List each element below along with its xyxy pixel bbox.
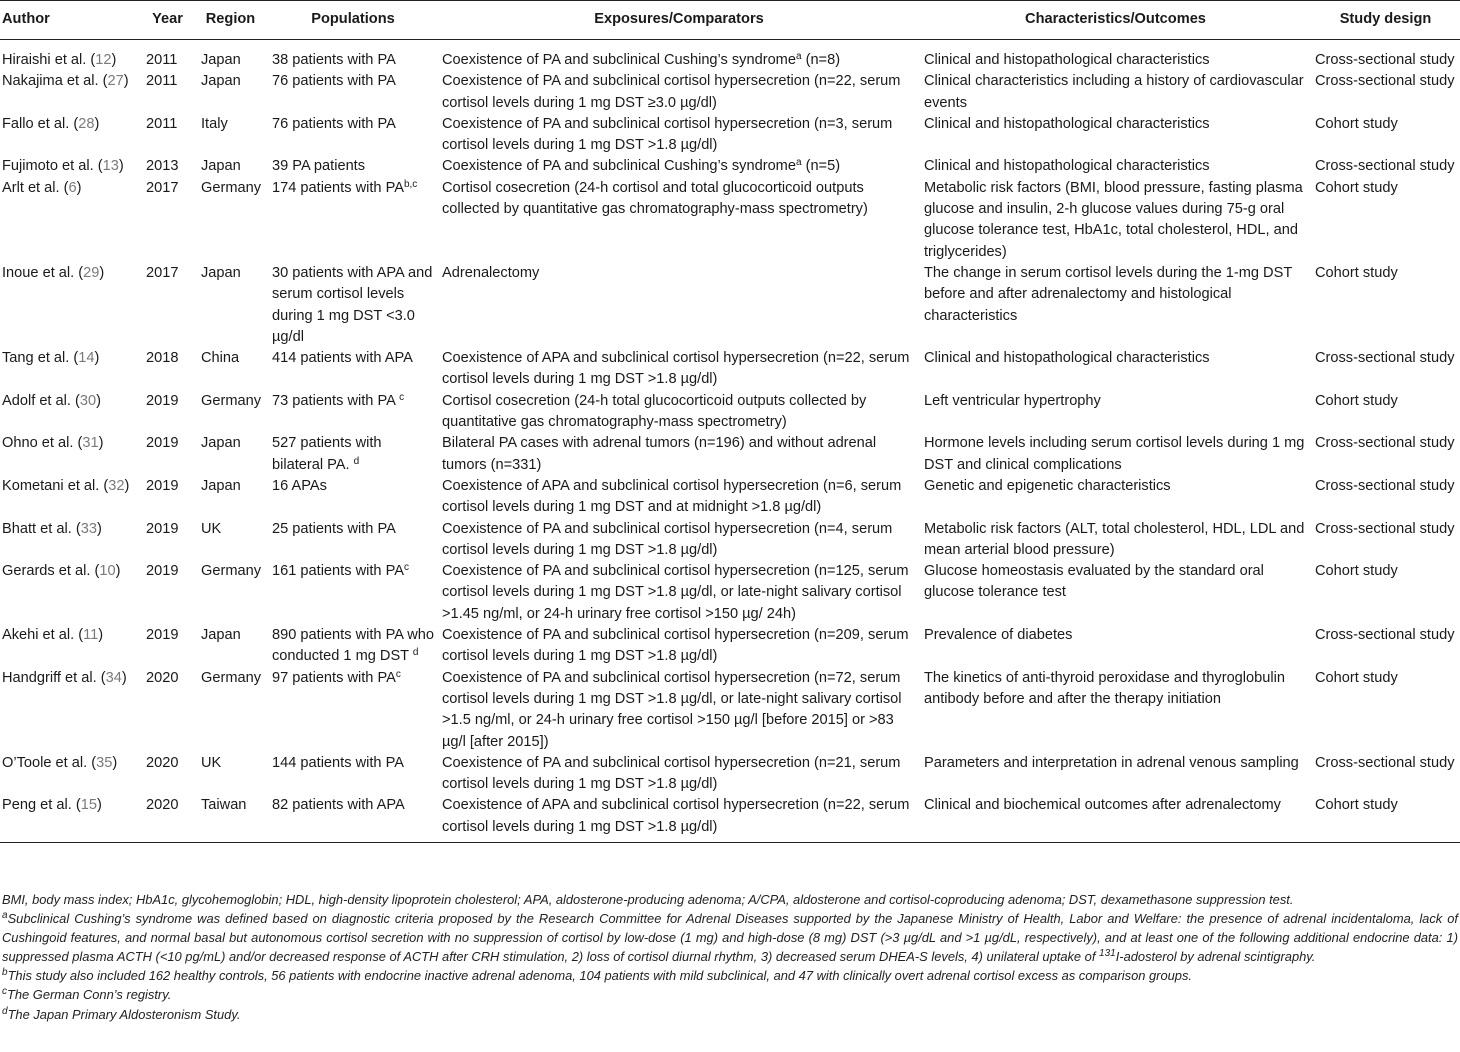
cell-outcomes: Metabolic risk factors (BMI, blood pressure, fasting plasma glucose and insulin, 2-h glucose values during 75-g oral glucose tolerance test, HbA1c, total cholesterol, HDL, and triglycerides) [924, 179, 1303, 260]
reference-number[interactable]: 12 [95, 52, 112, 68]
exposures-text: Cortisol cosecretion (24-h cortisol and total glucocorticoid outputs collected by quantitative gas chromatography-mass spectrometry) [442, 179, 868, 218]
exposures-text: Coexistence of PA and subclinical cortisol hypersecretion (n=4, serum cortisol levels during 1 mg DST >1.8 µg/dl) [442, 520, 893, 558]
footnote-marker: c [403, 562, 409, 574]
exposures-tail: (n=8) [801, 52, 841, 68]
exposures-text: Coexistence of PA and subclinical cortisol hypersecretion (n=72, serum cortisol levels during 1 mg DST >1.8 µg/dl, or late-night salivary cortisol >1.5 ng/ml, or 24-h urinary free cortisol >150 µg/l [before 2015] or >83 µg/l [after 2015]) [442, 669, 902, 750]
cell-author: Nakajima et al. (27) [2, 73, 129, 90]
footnote-b [2, 966, 1458, 985]
cell-exposures [438, 391, 920, 434]
reference-number[interactable]: 27 [107, 73, 124, 90]
footnote-a-text: Subclinical Cushing’s syndrome was defined based on diagnostic criteria proposed by the Research Committee for Adrenal Diseases supported by the Japanese Ministry of Health, Labor and Welfare: the presence of adrenal incidentaloma, lack of Cushingoid features, and normal basal but autonomous cortisol secretion with no suppression of cortisol by low-dose (1 mg) and high-dose (8 mg) DST (>3 µg/dL and >1 µg/dL, respectively), and at least one of the following additional endocrine data: 1) suppressed plasma ACTH (<10 pg/mL) and/or decreased response of ACTH after CRH stimulation, 2) loss of cortisol diurnal rhythm, 3) decreased serum DHEA-S levels, 4) unilateral uptake of [2, 911, 1458, 965]
cell-year: 2019 [146, 392, 179, 409]
cell-author: Fallo et al. (28) [2, 115, 100, 132]
cell-design: Cohort study [1315, 264, 1398, 281]
cell-region: Japan [201, 627, 241, 644]
reference-number[interactable]: 31 [82, 435, 99, 452]
cell-exposures [438, 156, 920, 177]
table-footnotes [2, 890, 1458, 1024]
reference-number[interactable]: 34 [105, 669, 122, 686]
reference-number[interactable]: 10 [99, 563, 116, 580]
cell-design: Cohort study [1315, 115, 1398, 132]
cell-populations [268, 519, 438, 562]
table-row [0, 625, 1460, 668]
cell-outcomes: Clinical characteristics including a history of cardiovascular events [924, 73, 1304, 111]
table-row [0, 71, 1460, 114]
col-header-author: Author [0, 1, 142, 40]
cell-populations [268, 476, 438, 519]
footnote-b-mark: b [2, 967, 8, 979]
cell-outcomes: Clinical and histopathological characteristics [924, 158, 1210, 175]
cell-region: Japan [201, 264, 241, 281]
footnote-c-text: The German Conn’s registry. [7, 987, 172, 1003]
table-row [0, 668, 1460, 753]
cell-populations [268, 795, 438, 842]
cell-exposures [438, 519, 920, 562]
populations-text: 76 patients with PA [272, 73, 396, 90]
footnote-b-text: This study also included 162 healthy controls, 56 patients with endocrine inactive adrenal adenoma, 104 patients with mild subclinical, and 47 with clinically overt adrenal cortisol excess as comparison groups. [7, 968, 1192, 984]
populations-text: 16 APAs [272, 477, 327, 494]
footnote-marker: d [353, 455, 360, 467]
table-row [0, 795, 1460, 842]
col-header-exposures: Exposures/Comparators [438, 1, 920, 40]
cell-author: Gerards et al. (10) [2, 563, 121, 580]
reference-number[interactable]: 15 [80, 797, 97, 814]
footnote-a [2, 909, 1458, 966]
cell-design: Cross-sectional study [1315, 520, 1455, 537]
cell-author: Akehi et al. (11) [2, 627, 104, 644]
reference-number[interactable]: 32 [108, 477, 125, 494]
cell-region: Germany [201, 563, 262, 580]
populations-text: 39 PA patients [272, 158, 366, 175]
cell-year: 2011 [146, 115, 178, 132]
cell-region: Italy [201, 115, 228, 132]
cell-outcomes: Metabolic risk factors (ALT, total cholesterol, HDL, LDL and mean arterial blood pressure) [924, 520, 1305, 558]
footnote-marker: b,c [403, 178, 418, 190]
col-header-region: Region [193, 1, 268, 40]
author-name: Nakajima et al. [2, 73, 99, 90]
author-name: Handgriff et al. [2, 669, 97, 686]
col-header-populations: Populations [268, 1, 438, 40]
col-header-year: Year [142, 1, 193, 40]
exposures-text: Coexistence of PA and subclinical Cushing’s syndrome [442, 158, 796, 175]
header-row [0, 1, 1460, 40]
footnote-d-mark: d [2, 1005, 8, 1017]
cell-exposures [438, 263, 920, 348]
cell-author: Arlt et al. (6) [2, 179, 82, 196]
cell-populations [268, 433, 438, 476]
abbreviations-note: BMI, body mass index; HbA1c, glycohemoglobin; HDL, high-density lipoprotein cholesterol; APA, aldosterone-producing adenoma; A/CPA, aldosterone and cortisol-coproducing adenoma; DST, dexamethasone suppression test. [2, 892, 1294, 907]
cell-year: 2011 [146, 73, 178, 90]
cell-year: 2013 [146, 158, 179, 175]
cell-populations [268, 40, 438, 72]
cell-region: Germany [201, 392, 262, 409]
cell-exposures [438, 753, 920, 796]
author-name: Bhatt et al. [2, 520, 72, 537]
populations-text: 97 patients with PA [272, 669, 396, 686]
author-name: Kometani et al. [2, 477, 100, 494]
populations-text: 38 patients with PA [272, 52, 396, 68]
footnote-marker: c [395, 668, 401, 680]
populations-text: 73 patients with PA [272, 392, 400, 409]
cell-design: Cross-sectional study [1315, 52, 1455, 68]
exposures-text: Coexistence of APA and subclinical cortisol hypersecretion (n=6, serum cortisol levels during 1 mg DST and at midnight >1.8 µg/dl) [442, 477, 902, 516]
cell-exposures [438, 40, 920, 72]
author-name: O’Toole et al. [2, 754, 88, 771]
cell-region: Japan [201, 435, 241, 452]
cell-year: 2018 [146, 350, 179, 367]
cell-year: 2019 [146, 477, 179, 494]
reference-number[interactable]: 35 [96, 754, 113, 771]
populations-text: 144 patients with PA [272, 754, 404, 771]
cell-populations [268, 178, 438, 263]
cell-outcomes: Genetic and epigenetic characteristics [924, 477, 1171, 494]
footnote-d [2, 1005, 1458, 1024]
cell-year: 2020 [146, 754, 179, 771]
footnote-marker: c [399, 391, 405, 403]
author-name: Akehi et al. [2, 627, 75, 644]
cell-exposures [438, 71, 920, 114]
cell-year: 2011 [146, 52, 178, 68]
cell-year: 2019 [146, 520, 179, 537]
cell-region: Japan [201, 158, 241, 175]
table-row [0, 753, 1460, 796]
cell-design: Cross-sectional study [1315, 435, 1455, 452]
table-row [0, 114, 1460, 157]
cell-author: Adolf et al. (30) [2, 392, 101, 409]
author-name: Tang et al. [2, 350, 70, 367]
author-name: Hiraishi et al. [2, 52, 87, 68]
cell-exposures [438, 561, 920, 625]
cell-year: 2020 [142, 795, 193, 842]
table-row [0, 519, 1460, 562]
populations-text: 174 patients with PA [272, 179, 404, 196]
populations-text: 890 patients with PA who conducted 1 mg DST [272, 627, 434, 665]
author-name: Fujimoto et al. [2, 158, 94, 175]
cell-author: O’Toole et al. (35) [2, 754, 118, 771]
populations-text: 30 patients with APA and serum cortisol levels during 1 mg DST <3.0 µg/dl [272, 264, 433, 345]
cell-design: Cross-sectional study [1315, 158, 1455, 175]
cell-design: Cross-sectional study [1315, 477, 1455, 494]
cell-design: Cross-sectional study [1315, 754, 1455, 771]
cell-design: Cohort study [1315, 392, 1398, 409]
footnote-marker: a [795, 51, 802, 62]
author-name: Inoue et al. [2, 264, 75, 281]
exposures-text: Bilateral PA cases with adrenal tumors (n=196) and without adrenal tumors (n=331) [442, 435, 877, 473]
populations-text: 414 patients with APA [272, 350, 413, 367]
exposures-text: Coexistence of PA and subclinical cortisol hypersecretion (n=21, serum cortisol levels during 1 mg DST >1.8 µg/dl) [442, 754, 901, 793]
cell-year: 2020 [146, 669, 179, 686]
cell-outcomes: Prevalence of diabetes [924, 627, 1073, 644]
cell-exposures [438, 114, 920, 157]
author-name: Peng et al. [2, 797, 72, 814]
cell-populations [268, 114, 438, 157]
cell-populations [268, 348, 438, 391]
author-name: Arlt et al. [2, 179, 60, 196]
populations-text: 82 patients with APA [272, 797, 405, 814]
col-header-design: Study design [1311, 1, 1460, 40]
exposures-text: Coexistence of PA and subclinical cortisol hypersecretion (n=209, serum cortisol levels during 1 mg DST >1.8 µg/dl) [442, 627, 909, 665]
table-row [0, 348, 1460, 391]
cell-populations [268, 668, 438, 753]
author-name: Fallo et al. [2, 115, 70, 132]
cell-design: Cross-sectional study [1315, 350, 1455, 367]
reference-number[interactable]: 28 [78, 115, 95, 132]
cell-outcomes: Clinical and histopathological characteristics [924, 115, 1210, 132]
footnote-marker: d [412, 647, 419, 659]
cell-outcomes: Hormone levels including serum cortisol levels during 1 mg DST and clinical complications [924, 435, 1305, 473]
cell-year: 2019 [146, 435, 179, 452]
cell-design: Cross-sectional study [1315, 627, 1455, 644]
table-row [0, 40, 1460, 72]
table-row [0, 178, 1460, 263]
reference-number[interactable]: 14 [78, 350, 95, 367]
table-row [0, 433, 1460, 476]
cell-author: Ohno et al. (31) [2, 435, 104, 452]
exposures-text: Coexistence of PA and subclinical cortisol hypersecretion (n=22, serum cortisol levels during 1 mg DST ≥3.0 µg/dl) [442, 73, 901, 111]
reference-number[interactable]: 13 [102, 158, 119, 175]
cell-populations [268, 561, 438, 625]
cell-design: Cross-sectional study [1315, 73, 1455, 90]
cell-populations [268, 753, 438, 796]
footnote-a-tail: I-adosterol by adrenal scintigraphy. [1115, 949, 1316, 965]
table-row [0, 263, 1460, 348]
cell-region: Japan [201, 477, 241, 494]
cell-year: 2019 [146, 627, 179, 644]
footnote-marker: a [795, 157, 802, 169]
cell-region: Germany [201, 669, 262, 686]
reference-number[interactable]: 30 [79, 392, 97, 409]
cell-outcomes: Left ventricular hypertrophy [924, 392, 1101, 409]
exposures-text: Coexistence of PA and subclinical cortisol hypersecretion (n=3, serum cortisol levels during 1 mg DST >1.8 µg/dl) [442, 115, 893, 154]
cell-year: 2017 [146, 179, 179, 196]
cell-design: Cohort study [1311, 795, 1460, 842]
cell-outcomes: Parameters and interpretation in adrenal venous sampling [924, 754, 1299, 771]
footnote-c [2, 985, 1458, 1004]
footnote-d-text: The Japan Primary Aldosteronism Study. [7, 1006, 241, 1022]
cell-author: Inoue et al. (29) [2, 264, 105, 281]
table-row [0, 391, 1460, 434]
exposures-text: Adrenalectomy [442, 264, 540, 281]
footnote-c-mark: c [2, 986, 7, 998]
cell-outcomes: Clinical and biochemical outcomes after adrenalectomy [920, 795, 1311, 842]
cell-exposures [438, 476, 920, 519]
cell-region: UK [201, 520, 222, 537]
cell-outcomes: The change in serum cortisol levels during the 1-mg DST before and after adrenalectomy and histological characteristics [924, 264, 1292, 324]
author-name: Gerards et al. [2, 563, 91, 580]
exposures-text: Coexistence of PA and subclinical cortisol hypersecretion (n=125, serum cortisol levels during 1 mg DST >1.8 µg/dl, or late-night salivary cortisol >1.45 ng/ml, or 24-h urinary free cortisol >150 µg/ 24h) [442, 563, 909, 622]
exposures-text: Cortisol cosecretion (24-h total glucocorticoid outputs collected by quantitative gas chromatography-mass spectrometry) [442, 392, 867, 431]
populations-text: 76 patients with PA [272, 115, 396, 132]
col-header-outcomes: Characteristics/Outcomes [920, 1, 1311, 40]
cell-author: Peng et al. (15) [0, 795, 142, 842]
cell-region: Japan [201, 52, 241, 68]
cell-author: Fujimoto et al. (13) [2, 158, 124, 175]
cell-outcomes: Clinical and histopathological characteristics [924, 52, 1210, 68]
cell-year: 2017 [146, 264, 179, 281]
cell-populations [268, 263, 438, 348]
cell-exposures [438, 625, 920, 668]
populations-text: 527 patients with bilateral PA. [272, 435, 382, 473]
cell-exposures [438, 668, 920, 753]
reference-number[interactable]: 6 [68, 179, 77, 196]
cell-exposures [438, 795, 920, 842]
reference-number[interactable]: 29 [83, 264, 100, 281]
cell-author: Hiraishi et al. (12) [2, 52, 117, 68]
cell-outcomes: Clinical and histopathological characteristics [924, 350, 1210, 367]
exposures-text: Coexistence of APA and subclinical cortisol hypersecretion (n=22, serum cortisol levels during 1 mg DST >1.8 µg/dl) [442, 350, 910, 388]
cell-region: China [201, 350, 240, 367]
cell-populations [268, 625, 438, 668]
cell-outcomes: Glucose homeostasis evaluated by the standard oral glucose tolerance test [924, 563, 1264, 601]
author-name: Adolf et al. [2, 392, 71, 409]
table-row [0, 156, 1460, 177]
footnote-a-mark: a [2, 910, 8, 922]
cell-region: Japan [201, 73, 241, 90]
populations-text: 161 patients with PA [272, 563, 404, 580]
cell-region: Germany [201, 179, 262, 196]
isotope-mass-number: 131 [1099, 948, 1116, 960]
cell-outcomes: The kinetics of anti-thyroid peroxidase and thyroglobulin antibody before and after the therapy initiation [924, 669, 1285, 707]
cell-exposures [438, 348, 920, 391]
table-row [0, 476, 1460, 519]
cell-design: Cohort study [1315, 179, 1398, 196]
reference-number[interactable]: 11 [83, 627, 99, 644]
cell-populations [268, 71, 438, 114]
cell-design: Cohort study [1315, 669, 1398, 686]
exposures-text: Coexistence of APA and subclinical cortisol hypersecretion (n=22, serum cortisol levels during 1 mg DST >1.8 µg/dl) [442, 797, 910, 835]
cell-exposures [438, 178, 920, 263]
exposures-text: Coexistence of PA and subclinical Cushing’s syndrome [442, 52, 796, 68]
cell-region: UK [201, 754, 222, 771]
author-name: Ohno et al. [2, 435, 74, 452]
cell-author: Handgriff et al. (34) [2, 669, 127, 686]
cell-exposures [438, 433, 920, 476]
populations-text: 25 patients with PA [272, 520, 396, 537]
cell-author: Tang et al. (14) [2, 350, 100, 367]
exposures-tail: (n=5) [801, 158, 841, 175]
reference-number[interactable]: 33 [80, 520, 97, 537]
cell-year: 2019 [146, 563, 179, 580]
cell-author: Bhatt et al. (33) [2, 520, 102, 537]
cell-populations [268, 156, 438, 177]
cell-region: Taiwan [193, 795, 268, 842]
cell-populations [268, 391, 438, 434]
cell-author: Kometani et al. (32) [2, 477, 130, 494]
table-row [0, 561, 1460, 625]
cell-design: Cohort study [1315, 563, 1398, 580]
